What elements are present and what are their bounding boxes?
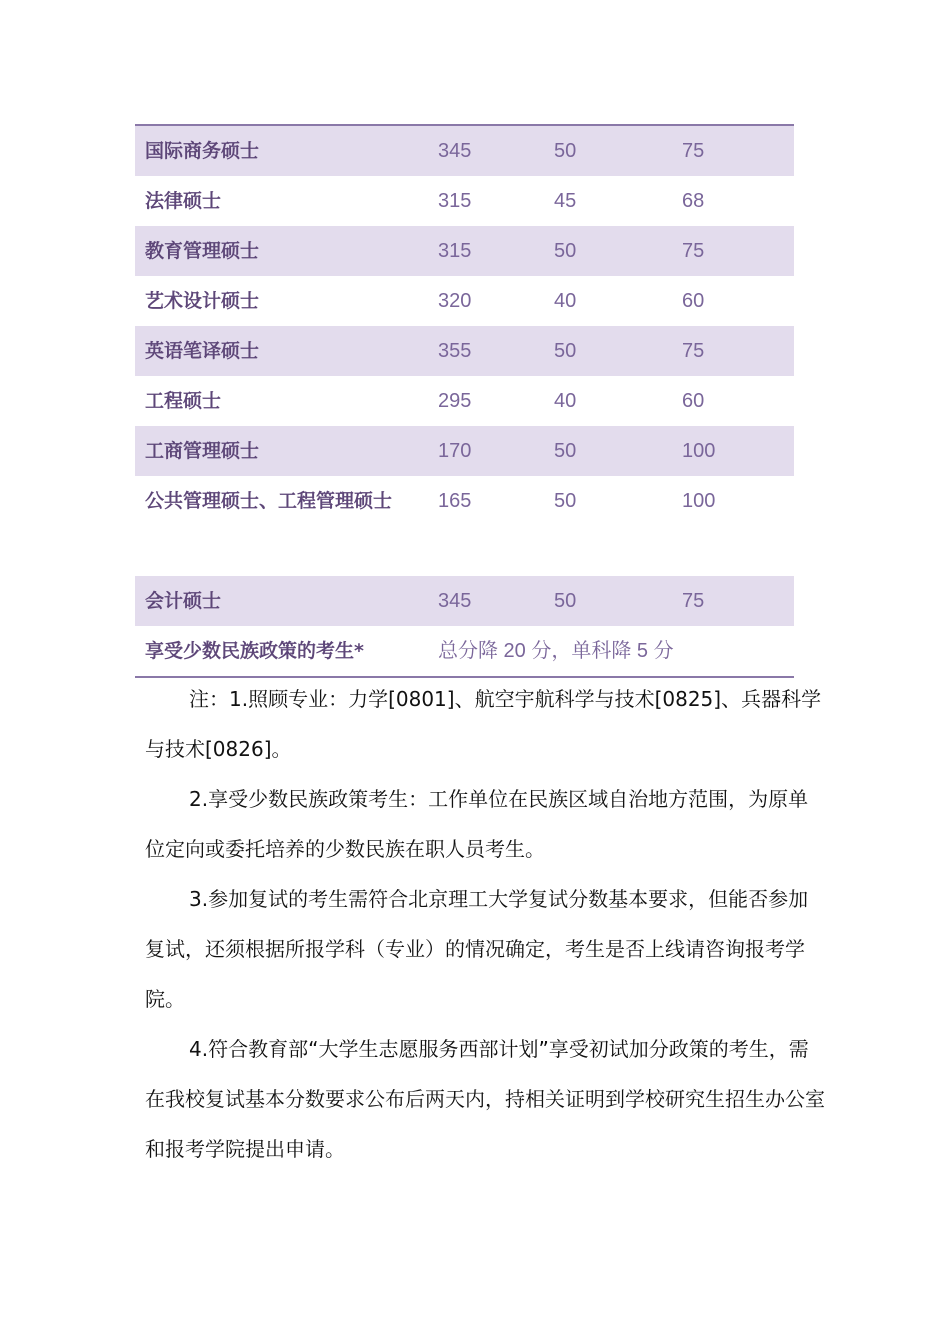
single-subject-score-100: 50 [554,226,682,276]
table-row [135,326,794,376]
total-score: 355 [438,326,554,376]
total-score: 315 [438,226,554,276]
table-row [135,226,794,276]
single-subject-score-100: 40 [554,290,577,312]
table-row [135,576,794,626]
single-subject-score-100: 50 [554,576,682,626]
note-1: 注：1.照顾专业：力学[0801]、航空宇航科学与技术[0825]、兵器科学与技术[0826]。 [145,687,822,761]
single-subject-score-100: 50 [554,426,682,476]
score-requirements-table [135,124,794,678]
single-subject-score-150: 100 [682,426,794,476]
table-row [135,476,794,576]
degree-name: 国际商务硕士 [135,125,438,176]
single-subject-score-150: 75 [682,326,794,376]
single-subject-score-150: 100 [682,490,716,512]
total-score: 170 [438,426,554,476]
total-score: 320 [438,290,472,312]
total-score: 315 [438,190,472,212]
single-subject-score-150: 60 [682,290,705,312]
single-subject-score-100: 45 [554,190,577,212]
single-subject-score-150: 75 [682,226,794,276]
total-score: 165 [438,490,472,512]
degree-name: 工程硕士 [145,390,222,412]
table-row [135,276,794,326]
total-score: 295 [438,390,472,412]
table-row-minority-policy [135,626,794,677]
note-2: 2.享受少数民族政策考生：工作单位在民族区域自治地方范围，为原单位定向或委托培养的少数民族在职人员考生。 [145,787,809,861]
single-subject-score-150: 75 [682,125,794,176]
degree-name: 公共管理硕士、工程管理硕士 [145,490,393,512]
single-subject-score-100: 50 [554,125,682,176]
degree-name: 教育管理硕士 [135,226,438,276]
single-subject-score-100: 50 [554,326,682,376]
table-row [135,426,794,476]
degree-name: 英语笔译硕士 [135,326,438,376]
policy-description: 总分降 20 分，单科降 5 分 [438,640,674,662]
degree-name: 法律硕士 [145,190,222,212]
degree-name: 艺术设计硕士 [145,290,260,312]
table-row [135,125,794,176]
degree-name: 会计硕士 [135,576,438,626]
single-subject-score-150: 75 [682,576,794,626]
single-subject-score-150: 68 [682,190,705,212]
policy-name: 享受少数民族政策的考生* [145,640,364,662]
note-3: 3.参加复试的考生需符合北京理工大学复试分数基本要求，但能否参加复试，还须根据所报学科（专业）的情况确定，考生是否上线请咨询报考学院。 [145,887,809,1011]
total-score: 345 [438,125,554,176]
single-subject-score-100: 40 [554,390,577,412]
table-row [135,376,794,426]
degree-name: 工商管理硕士 [135,426,438,476]
table-row [135,176,794,226]
single-subject-score-100: 50 [554,490,577,512]
notes-section [145,674,825,1174]
note-4: 4.符合教育部“大学生志愿服务西部计划”享受初试加分政策的考生，需在我校复试基本分数要求公布后两天内，持相关证明到学校研究生招生办公室和报考学院提出申请。 [145,1037,825,1161]
single-subject-score-150: 60 [682,390,705,412]
total-score: 345 [438,576,554,626]
